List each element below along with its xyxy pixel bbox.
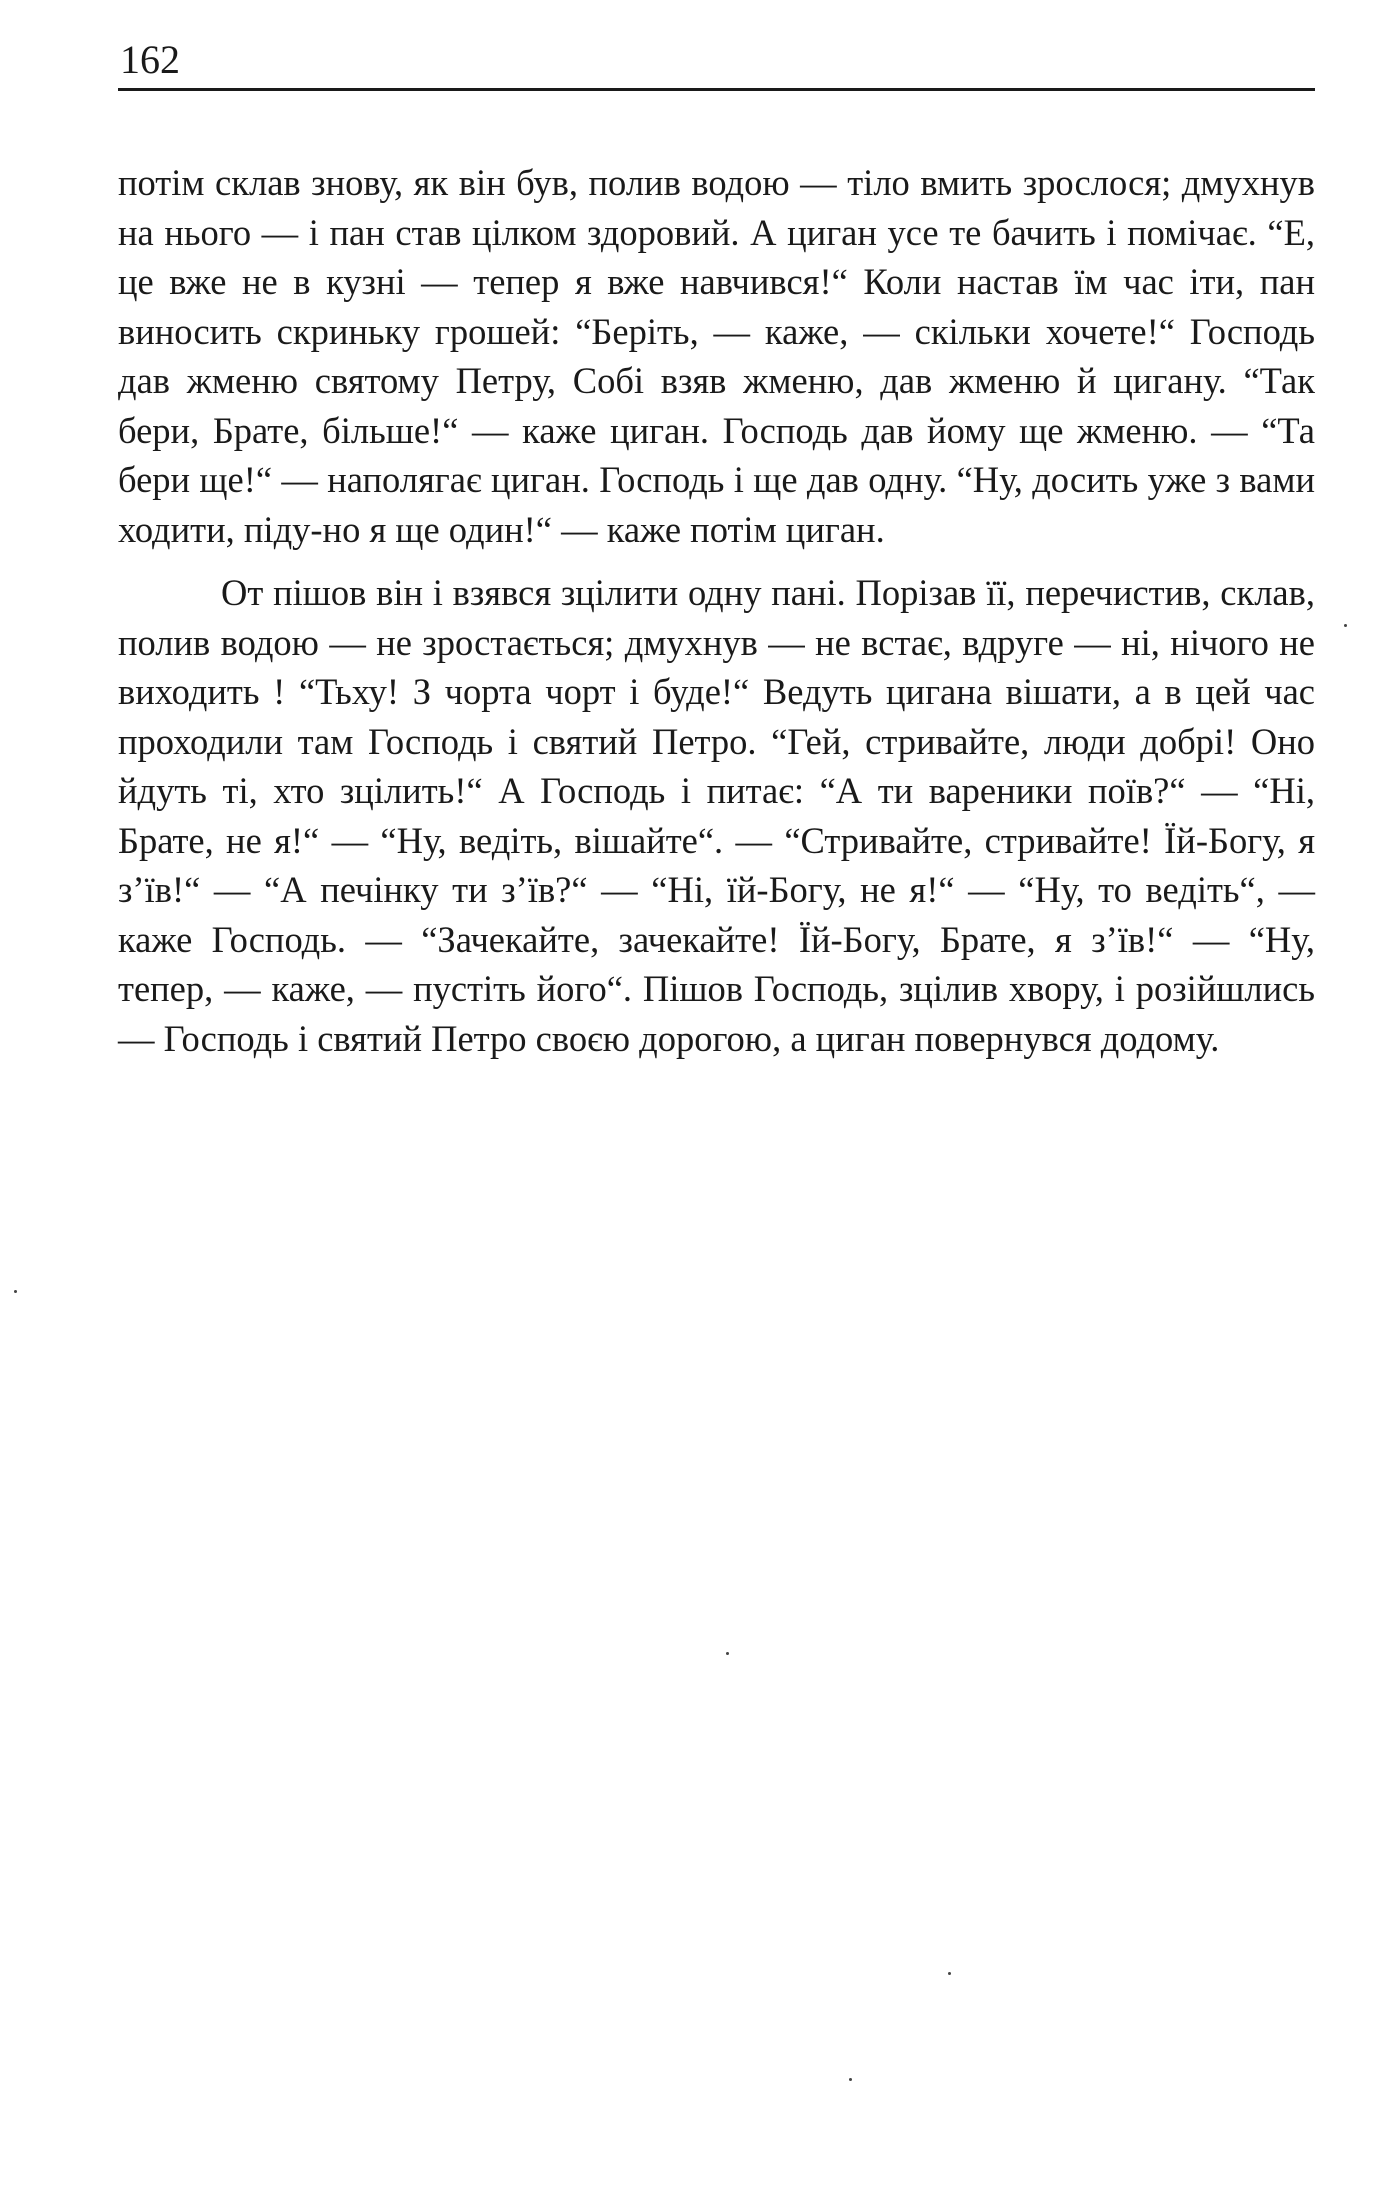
scan-speck [726, 1652, 729, 1655]
scan-speck [1344, 624, 1347, 627]
paragraph-2: От пішов він і взявся зцілити одну пані. Порізав її, перечистив, склав, полив водою — не зростається; дмухнув — не встає, вдруге — ні, нічого не виходить ! “Тьху! З чорта чорт і буде!“ Ведуть цигана вішати, а в цей час проходили там Господь і святий Петро. “Гей, стривайте, люди добрі! Оно йдуть ті, хто зцілить!“ А Господь і питає: “А ти вареники поїв?“ — “Ні, Брате, не я!“ — “Ну, ведіть, вішайте“. — “Стривайте, стривайте! Їй-Богу, я з’їв!“ — “А печінку ти з’їв?“ — “Ні, їй-Богу, не я!“ — “Ну, то ведіть“, — каже Господь. — “Зачекайте, зачекайте! Їй-Богу, Брате, я з’їв!“ — “Ну, тепер, — каже, — пустіть його“. Пішов Господь, зцілив хвору, і розійшлись — Господь і святий Петро своєю дорогою, а циган повернувся додому. [118, 572, 1315, 1059]
scan-speck [948, 1972, 951, 1975]
body-text [118, 158, 1315, 1063]
page-number: 162 [120, 37, 180, 82]
scan-speck [14, 1290, 17, 1293]
header-rule [118, 88, 1315, 91]
paragraph-1: потім склав знову, як він був, полив водою — тіло вмить зрослося; дмухнув на нього — і пан став цілком здоровий. А циган усе те бачить і помічає. “Е, це вже не в кузні — тепер я вже навчився!“ Коли настав їм час іти, пан виносить скриньку грошей: “Беріть, — каже, — скільки хочете!“ Господь дав жменю святому Петру, Собі взяв жменю, дав жменю й цигану. “Так бери, Брате, більше!“ — каже циган. Господь дав йому ще жменю. — “Та бери ще!“ — наполягає циган. Господь і ще дав одну. “Ну, досить уже з вами ходити, піду-но я ще один!“ — каже потім циган. [118, 162, 1315, 550]
scan-speck [849, 2078, 852, 2081]
